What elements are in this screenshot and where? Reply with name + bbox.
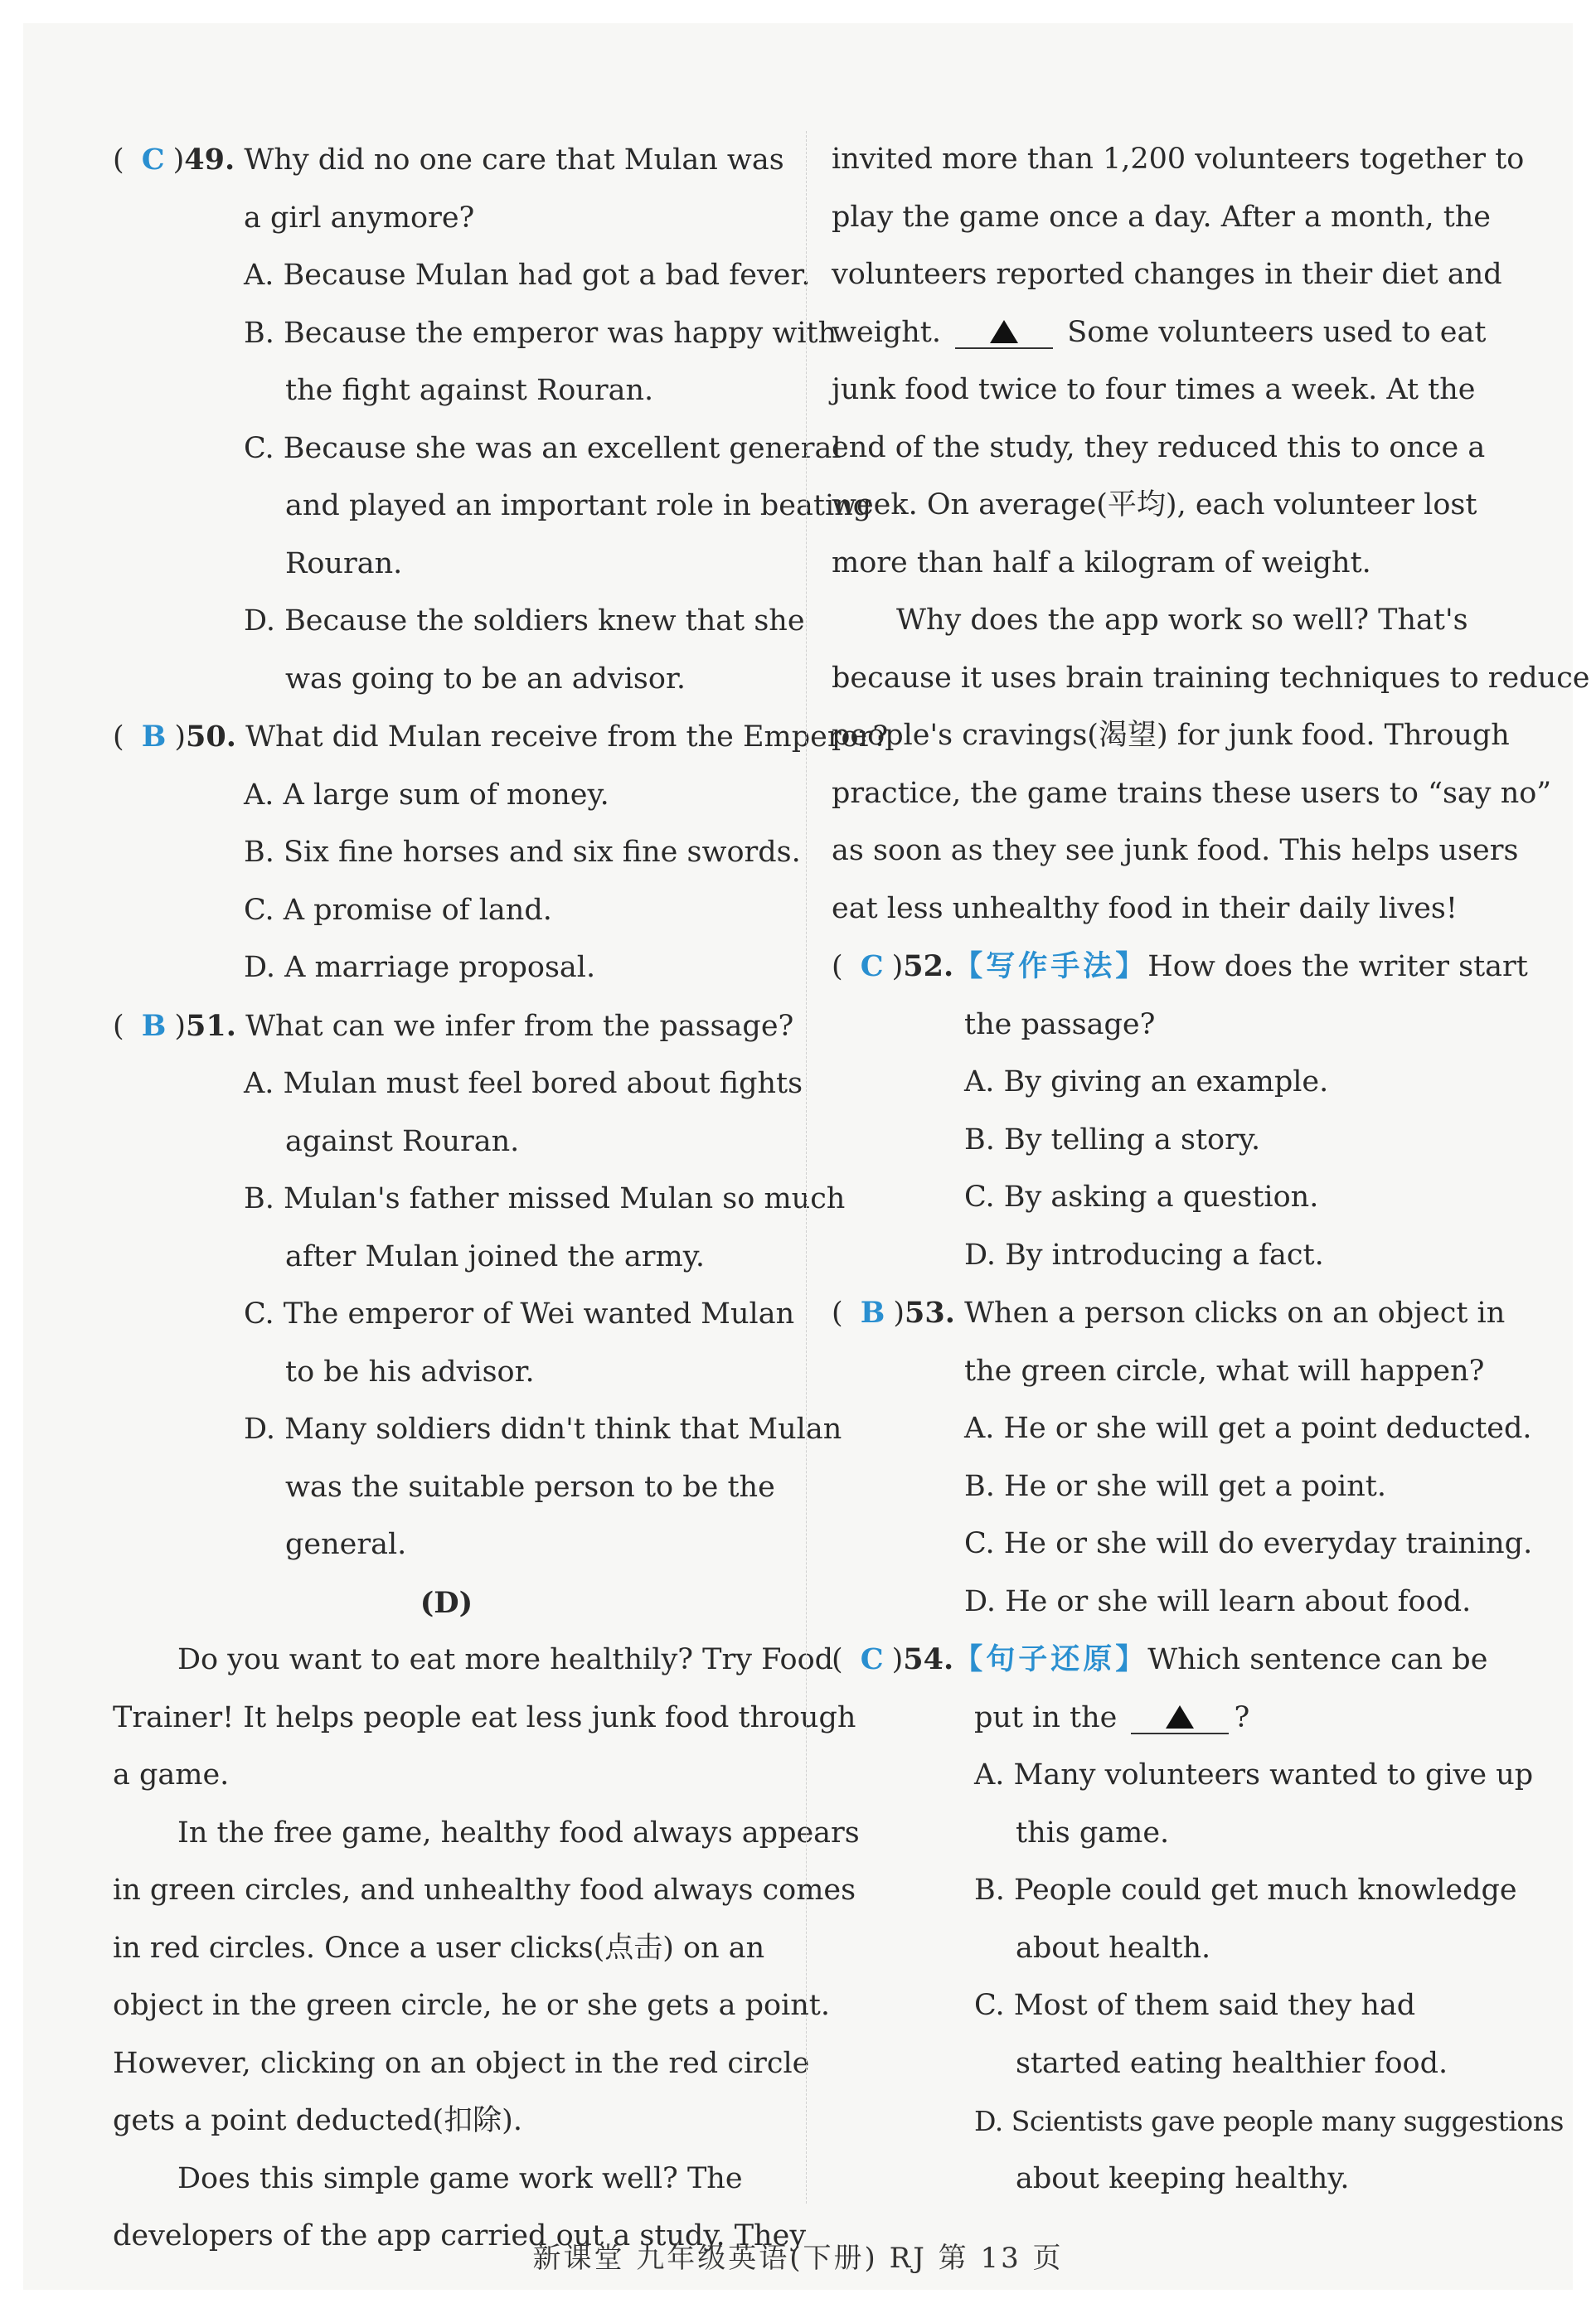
passage-p1-line1: Do you want to eat more healthily? Try Food [177,1643,834,1676]
q51-option-d-cont2: general. [285,1528,407,1561]
q53-number: 53. [905,1296,955,1330]
passage-p2-line3: in red circles. Once a user clicks(点击) on an [113,1931,765,1965]
q52-tag: 【写作手法】 [953,949,1148,983]
q51-option-d: D. Many soldiers didn't think that Mulan [244,1413,842,1446]
q50-stem: What did Mulan receive from the Emperor? [245,720,889,754]
q54-option-c: C. Most of them said they had [974,1989,1416,2022]
triangle-icon [1166,1705,1194,1729]
q50-answer: B [141,720,167,754]
passage-p3-line3: invited more than 1,200 volunteers together to [832,143,1525,176]
q49-option-c: C. Because she was an excellent general [244,431,842,465]
q52-option-d: D. By introducing a fact. [964,1238,1324,1272]
passage-text: weight. [832,315,942,349]
q49-option-c-cont: and played an important role in beating [285,489,872,522]
q54-option-d: D. Scientists gave people many suggestions [974,2105,1564,2137]
q54-stem-text: put in the [974,1700,1118,1734]
q52-number: 52. [903,949,954,983]
passage-p2-line5: However, clicking on an object in the red circle [113,2046,810,2080]
answer-blank [955,318,1053,349]
q54-option-b-cont: about health. [1016,1931,1211,1965]
passage-text: Some volunteers used to eat [1067,315,1487,349]
q52-option-b: B. By telling a story. [964,1123,1261,1156]
q54-option-d-cont: about keeping healthy. [1016,2161,1350,2195]
q49-stem-line: ( C )49. Why did no one care that Mulan was [113,143,784,177]
q49-option-b: B. Because the emperor was happy with [244,316,837,350]
q49-number: 49. [184,143,235,177]
q49-stem-cont: a girl anymore? [244,201,475,235]
q50-stem-line: ( B )50. What did Mulan receive from the Emperor? [113,720,889,754]
passage-p3-line7: junk food twice to four times a week. At the [832,373,1476,406]
q49-option-c-cont2: Rouran. [285,546,403,580]
q52-stem: How does the writer start [1147,950,1528,983]
passage-p3-line8: end of the study, they reduced this to once a [832,430,1486,464]
q49-option-b-cont: the fight against Rouran. [285,374,654,407]
passage-p1-line3: a game. [113,1758,230,1792]
q54-stem: Which sentence can be [1147,1643,1488,1676]
passage-p1-line2: Trainer! It helps people eat less junk food through [113,1700,856,1734]
passage-p4-line6: eat less unhealthy food in their daily lives! [832,891,1458,925]
q53-option-d: D. He or she will learn about food. [964,1584,1472,1618]
q50-option-c: C. A promise of land. [244,893,552,927]
q51-option-a: A. Mulan must feel bored about fights [244,1067,803,1100]
q53-option-c: C. He or she will do everyday training. [964,1527,1533,1560]
q54-option-a: A. Many volunteers wanted to give up [974,1758,1534,1792]
q49-option-a: A. Because Mulan had got a bad fever. [244,259,811,292]
workbook-page [23,23,1590,2290]
q53-stem: When a person clicks on an object in [964,1297,1506,1330]
q54-question-mark: ? [1234,1700,1250,1734]
q54-option-c-cont: started eating healthier food. [1016,2046,1448,2080]
q51-option-c: C. The emperor of Wei wanted Mulan [244,1297,795,1331]
q54-blank [1131,1703,1229,1734]
passage-p2-line4: object in the green circle, he or she gets a point. [113,1989,830,2022]
q52-stem-cont: the passage? [964,1007,1156,1041]
triangle-icon [990,320,1018,343]
passage-p3-line5: volunteers reported changes in their diet and [832,258,1502,291]
q49-option-d-cont: was going to be an advisor. [285,662,686,696]
passage-p4-line2: because it uses brain training techniques to reduce [832,661,1590,695]
q53-answer: B [860,1296,885,1330]
passage-p3-line6 [832,304,1499,362]
passage-p2-line6: gets a point deducted(扣除). [113,2104,522,2137]
q54-option-b: B. People could get much knowledge [974,1874,1517,1907]
q51-stem-line: ( B )51. What can we infer from the passage? [113,1008,794,1043]
q51-option-d-cont: was the suitable person to be the [285,1470,775,1504]
q50-option-b: B. Six fine horses and six fine swords. [244,836,801,869]
q51-option-b-cont: after Mulan joined the army. [285,1239,705,1273]
q51-stem: What can we infer from the passage? [245,1009,794,1043]
q52-answer: C [860,949,884,983]
q53-option-a: A. He or she will get a point deducted. [964,1412,1532,1445]
page-footer: 新课堂 九年级英语(下册) RJ 第 13 页 [532,2242,1064,2275]
passage-p3-line10: more than half a kilogram of weight. [832,546,1371,579]
q51-number: 51. [186,1008,236,1043]
q50-option-d: D. A marriage proposal. [244,951,596,984]
column-divider [806,131,807,2204]
q54-answer: C [860,1642,884,1676]
q54-tag: 【句子还原】 [953,1642,1148,1676]
q53-option-b: B. He or she will get a point. [964,1469,1386,1503]
q52-stem-line: ( C )52.【写作手法】How does the writer start [832,949,1528,983]
passage-p2-line2: in green circles, and unhealthy food always comes [113,1874,856,1907]
q52-option-a: A. By giving an example. [964,1065,1329,1098]
passage-p4-line4: practice, the game trains these users to “say no” [832,776,1552,810]
q53-stem-cont: the green circle, what will happen? [964,1354,1485,1388]
passage-p3-line9: week. On average(平均), each volunteer lost [832,488,1477,521]
q49-answer: C [141,143,165,177]
q54-stem-cont [832,1690,1499,1748]
q50-option-a: A. A large sum of money. [244,778,609,812]
passage-p4-line1: Why does the app work so well? That's [896,604,1468,637]
q54-number: 54. [903,1642,954,1676]
passage-p3-line2: developers of the app carried out a study. They [113,2219,807,2252]
right-column [832,131,1590,2208]
q49-stem: Why did no one care that Mulan was [244,143,784,177]
q49-option-d: D. Because the soldiers knew that she [244,604,805,638]
passage-p2-line1: In the free game, healthy food always appears [177,1816,860,1850]
q50-number: 50. [186,720,236,754]
q52-option-c: C. By asking a question. [964,1181,1319,1214]
passage-p4-line3: people's cravings(渴望) for junk food. Through [832,719,1510,752]
q51-option-b: B. Mulan's father missed Mulan so much [244,1182,846,1215]
q54-stem-line: ( C )54.【句子还原】Which sentence can be [832,1642,1488,1676]
q51-option-a-cont: against Rouran. [285,1124,520,1158]
q53-stem-line: ( B )53. When a person clicks on an object in [832,1296,1506,1330]
passage-p3-line4: play the game once a day. After a month, the [832,200,1492,234]
q51-answer: B [141,1008,167,1043]
q51-option-c-cont: to be his advisor. [285,1355,535,1389]
q54-option-a-cont: this game. [1016,1816,1170,1850]
section-d-heading: (D) [420,1585,473,1620]
passage-p3-line1: Does this simple game work well? The [177,2161,743,2195]
passage-p4-line5: as soon as they see junk food. This helps users [832,834,1519,867]
